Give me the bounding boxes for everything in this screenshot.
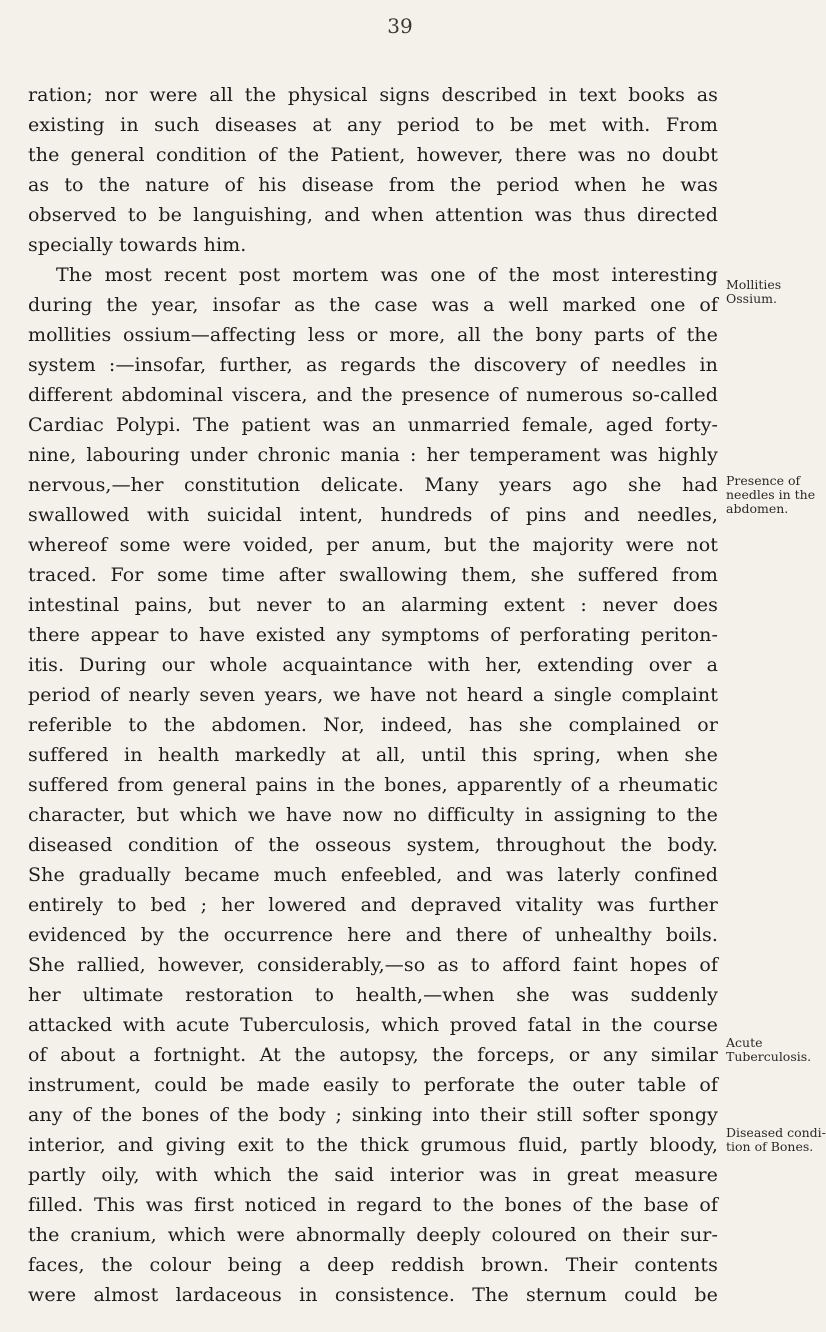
text-line: the general condition of the Patient, however, there was no doubt [28,144,718,166]
margin-note-line: tion of Bones. [726,1139,814,1154]
margin-note-line: Diseased condi- [726,1125,826,1140]
margin-note-line: Mollities [726,277,782,292]
text-line: suffered from general pains in the bones, apparently of a rheumatic [28,774,718,796]
text-line: were almost lardaceous in consistence. The sternum could be [28,1284,718,1306]
text-line: She rallied, however, considerably,—so as to afford faint hopes of [28,954,718,976]
text-line: whereof some were voided, per anum, but the majority were not [28,534,718,556]
text-line: nervous,—her constitution delicate. Many years ago she had [28,474,718,496]
text-line: ration; nor were all the physical signs described in text books as [28,84,718,106]
text-line: period of nearly seven years, we have not heard a single complaint [28,684,718,706]
text-line: faces, the colour being a deep reddish brown. Their contents [28,1254,718,1276]
text-line: entirely to bed ; her lowered and depraved vitality was further [28,894,718,916]
text-line: partly oily, with which the said interior was in great measure [28,1164,718,1186]
text-line: observed to be languishing, and when attention was thus directed [28,204,718,226]
text-line: system :—insofar, further, as regards the discovery of needles in [28,354,718,376]
text-line: interior, and giving exit to the thick grumous fluid, partly bloody, [28,1134,718,1156]
text-line: swallowed with suicidal intent, hundreds of pins and needles, [28,504,718,526]
margin-note-mollities [726,278,800,306]
text-line: suffered in health markedly at all, until this spring, when she [28,744,718,766]
text-line: during the year, insofar as the case was a well marked one of [28,294,718,316]
text-line: instrument, could be made easily to perforate the outer table of [28,1074,718,1096]
text-line: the cranium, which were abnormally deeply coloured on their sur- [28,1224,718,1246]
text-line: She gradually became much enfeebled, and was laterly confined [28,864,718,886]
margin-note-needles [726,473,816,516]
text-line: as to the nature of his disease from the period when he was [28,174,718,196]
text-line: any of the bones of the body ; sinking into their still softer spongy [28,1104,718,1126]
text-line: filled. This was first noticed in regard to the bones of the base of [28,1194,718,1216]
text-line: referible to the abdomen. Nor, indeed, has she complained or [28,714,718,736]
text-line: traced. For some time after swallowing them, she suffered from [28,564,718,586]
text-line: evidenced by the occurrence here and there of unhealthy boils. [28,924,718,946]
margin-note-tuberculosis [726,1035,812,1064]
body-text [28,80,718,1310]
text-line: itis. During our whole acquaintance with her, extending over a [28,654,718,676]
margin-note-line: needles in the [726,487,816,502]
text-line: her ultimate restoration to health,—when she was suddenly [28,984,718,1006]
text-line: The most recent post mortem was one of the most interesting [56,264,718,286]
text-line: mollities ossium—affecting less or more, all the bony parts of the [28,324,718,346]
text-line: different abdominal viscera, and the presence of numerous so-called [28,384,718,406]
text-line: nine, labouring under chronic mania : her temperament was highly [28,444,718,466]
page-number: 39 [387,14,413,38]
text-line: character, but which we have now no difficulty in assigning to the [28,804,718,826]
margin-note-line: Tuberculosis. [726,1049,812,1064]
text-line: of about a fortnight. At the autopsy, the forceps, or any similar [28,1044,718,1066]
margin-note-line: Ossium. [726,291,777,306]
text-line: there appear to have existed any symptoms of perforating periton- [28,624,718,646]
text-line: intestinal pains, but never to an alarming extent : never does [28,594,718,616]
text-line: diseased condition of the osseous system, throughout the body. [28,834,718,856]
margin-note-bones [726,1125,826,1154]
text-line: specially towards him. [28,234,247,256]
text-line: Cardiac Polypi. The patient was an unmarried female, aged forty- [28,414,718,436]
margin-note-line: Presence of [726,473,801,488]
text-line: attacked with acute Tuberculosis, which proved fatal in the course [28,1014,718,1036]
text-line: existing in such diseases at any period to be met with. From [28,114,718,136]
margin-note-line: abdomen. [726,501,789,516]
margin-note-line: Acute [726,1035,763,1050]
